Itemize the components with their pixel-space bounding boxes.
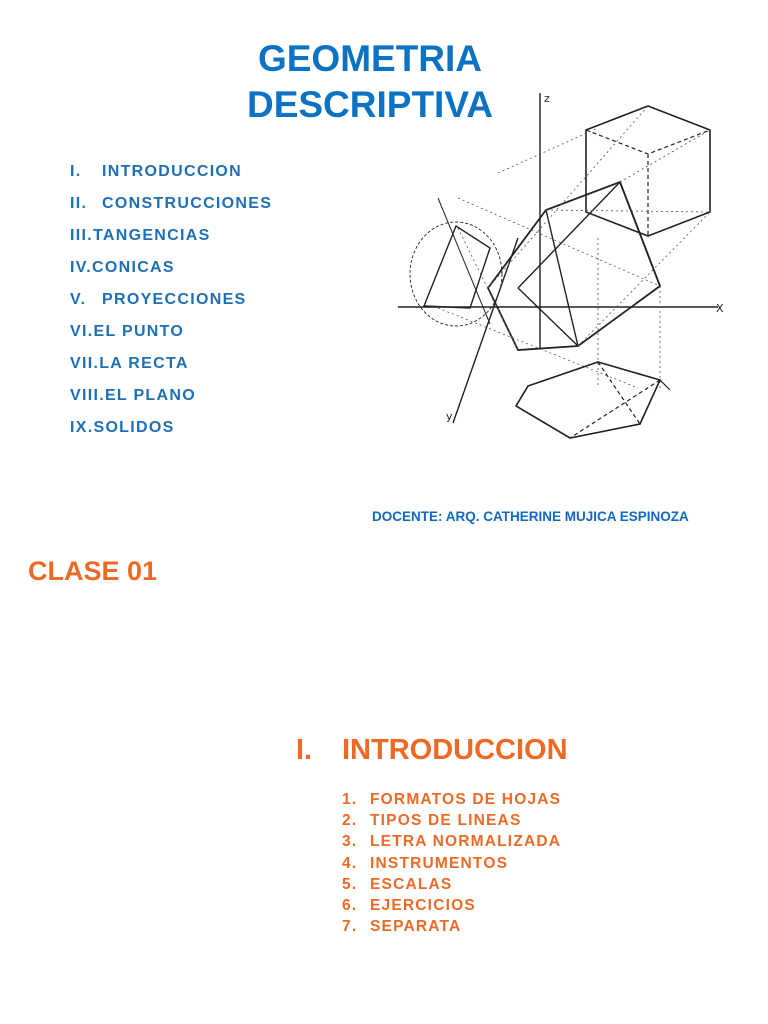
instructor-line: DOCENTE: ARQ. CATHERINE MUJICA ESPINOZA (372, 509, 689, 524)
class-title: CLASE 01 (28, 556, 158, 586)
toc-num: IX. (70, 419, 94, 436)
subitem-label: INSTRUMENTOS (370, 854, 509, 872)
subitem-7 (342, 917, 561, 938)
toc-num: V. (70, 291, 87, 308)
subitem-6 (342, 895, 561, 916)
subitem-label: TIPOS DE LINEAS (370, 811, 522, 829)
subitem-num: 7. (342, 918, 358, 936)
subitem-num: 6. (342, 897, 358, 915)
toc-num: III. (70, 227, 93, 244)
subitem-1 (342, 789, 561, 810)
subitem-num: 5. (342, 875, 358, 893)
section-heading (296, 734, 568, 767)
toc-item-3 (70, 220, 272, 252)
subitem-4 (342, 853, 561, 874)
title-line-2: DESCRIPTIVA (246, 84, 493, 125)
toc-label: EL PLANO (104, 387, 196, 404)
subitem-3 (342, 832, 561, 853)
toc-label: TANGENCIAS (92, 227, 211, 244)
toc-num: I. (70, 163, 82, 180)
toc-label: INTRODUCCION (102, 163, 243, 180)
section-title: INTRODUCCION (342, 734, 568, 766)
subitem-num: 3. (342, 833, 358, 851)
section-number: I. (296, 734, 313, 766)
toc-item-9 (70, 412, 272, 444)
axis-z-label: z (544, 92, 550, 105)
toc-label: LA RECTA (99, 355, 189, 372)
axis-y-label: y (446, 410, 453, 423)
subitem-num: 1. (342, 790, 358, 808)
toc-label: SOLIDOS (93, 419, 175, 436)
toc-num: II. (70, 195, 88, 212)
construction-circle (410, 222, 502, 326)
subitem-label: FORMATOS DE HOJAS (370, 790, 562, 808)
toc-num: VIII. (70, 387, 105, 404)
subitem-label: LETRA NORMALIZADA (370, 833, 562, 851)
toc-item-4 (70, 252, 272, 284)
toc-item-2 (70, 188, 272, 220)
toc-item-8 (70, 380, 272, 412)
toc-num: VI. (70, 323, 94, 340)
table-of-contents (70, 156, 272, 444)
toc-item-6 (70, 316, 272, 348)
toc-num: VII. (70, 355, 100, 372)
subitem-label: ESCALAS (370, 875, 453, 893)
toc-item-7 (70, 348, 272, 380)
title-line-1: GEOMETRIA (257, 38, 483, 79)
toc-label: CONICAS (92, 259, 175, 276)
toc-item-1 (70, 156, 272, 188)
descriptive-geometry-drawing (398, 88, 738, 448)
section-subitems (342, 789, 561, 938)
subitem-2 (342, 810, 561, 831)
subitem-5 (342, 874, 561, 895)
subitem-num: 2. (342, 811, 358, 829)
toc-label: EL PUNTO (93, 323, 185, 340)
subitem-num: 4. (342, 854, 358, 872)
prism-outline (488, 182, 660, 350)
toc-label: PROYECCIONES (102, 291, 247, 308)
subitem-label: SEPARATA (370, 918, 462, 936)
toc-item-5 (70, 284, 272, 316)
toc-label: CONSTRUCCIONES (102, 195, 273, 212)
axis-x-label: X (716, 302, 724, 315)
toc-num: IV. (70, 259, 92, 276)
subitem-label: EJERCICIOS (370, 897, 476, 915)
